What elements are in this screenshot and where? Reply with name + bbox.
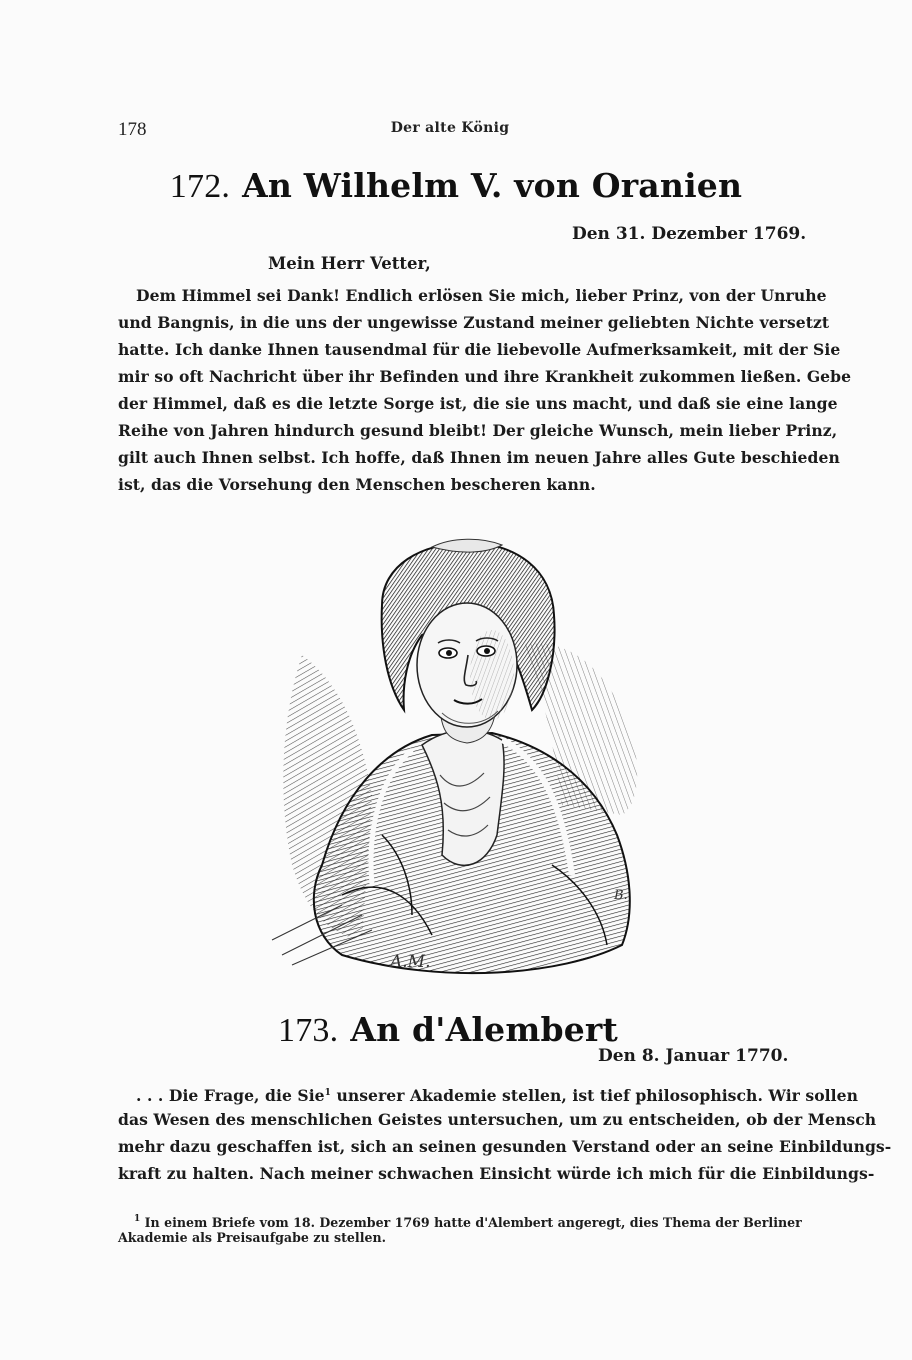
- engraver-signature-left: A.M.: [390, 952, 431, 972]
- letter-date: Den 8. Januar 1770.: [598, 1046, 789, 1066]
- letter-heading: [0, 1010, 904, 1050]
- engraver-signature-right: B.: [614, 888, 628, 903]
- body-line: Reihe von Jahren hindurch gesund bleibt! Der gleiche Wunsch, mein lieber Prinz,: [118, 421, 838, 440]
- footnote-mark: 1: [134, 1214, 141, 1224]
- running-head: Der alte König: [390, 120, 510, 136]
- body-line: mehr dazu geschaffen ist, sich an seinen gesunden Verstand oder an seine Einbildungs-: [118, 1137, 892, 1156]
- salutation: Mein Herr Vetter,: [268, 254, 431, 273]
- letter-title: An Wilhelm V. von Oranien: [242, 166, 743, 205]
- body-line: gilt auch Ihnen selbst. Ich hoffe, daß Ihnen im neuen Jahre alles Gute beschieden: [118, 448, 840, 467]
- page-number: 178: [118, 119, 147, 140]
- footnote-line: Akademie als Preisaufgabe zu stellen.: [118, 1230, 387, 1245]
- body-line: kraft zu halten. Nach meiner schwachen Einsicht würde ich mich für die Einbildungs-: [118, 1164, 875, 1183]
- letter-title: An d'Alembert: [350, 1010, 618, 1049]
- portrait-engraving: [262, 535, 652, 985]
- footnote-text: In einem Briefe vom 18. Dezember 1769 hatte d'Alembert angeregt, dies Thema der Berliner: [140, 1215, 802, 1230]
- letter-date: Den 31. Dezember 1769.: [572, 224, 807, 244]
- body-text: unserer Akademie stellen, ist tief philosophisch. Wir sollen: [330, 1086, 858, 1105]
- body-line: Dem Himmel sei Dank! Endlich erlösen Sie mich, lieber Prinz, von der Unruhe: [136, 286, 827, 305]
- footnote-reference[interactable]: 1: [324, 1088, 331, 1098]
- body-line: und Bangnis, in die uns der ungewisse Zustand meiner geliebten Nichte versetzt: [118, 313, 830, 332]
- body-line: ist, das die Vorsehung den Menschen bescheren kann.: [118, 475, 596, 494]
- body-line: das Wesen des menschlichen Geistes untersuchen, um zu entscheiden, ob der Mensch: [118, 1110, 877, 1129]
- letter-heading: [0, 166, 912, 206]
- body-line: [136, 1083, 858, 1105]
- body-text: . . . Die Frage, die Sie: [136, 1086, 325, 1105]
- letter-number: 173.: [278, 1012, 339, 1049]
- body-line: der Himmel, daß es die letzte Sorge ist, die sie uns macht, und daß sie eine lange: [118, 394, 838, 413]
- body-line: hatte. Ich danke Ihnen tausendmal für die liebevolle Aufmerksamkeit, mit der Sie: [118, 340, 841, 359]
- letter-number: 172.: [169, 168, 231, 205]
- body-line: mir so oft Nachricht über ihr Befinden und ihre Krankheit zukommen ließen. Gebe: [118, 367, 852, 386]
